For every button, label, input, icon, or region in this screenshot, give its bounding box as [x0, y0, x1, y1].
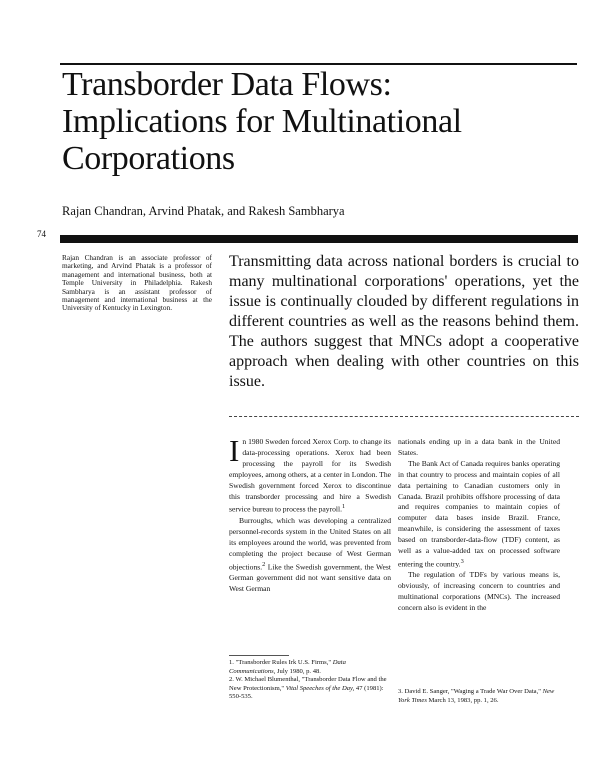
footnote-text: July 1980, p. 48.	[275, 667, 321, 675]
abstract: Transmitting data across national borders is crucial to many multinational corporations' operations, yet the issue is continually clouded by different regulations in different countries as well as the reasons behind them. The authors suggest that MNCs adopt a cooperative approach when dealing with other countries on this issue.	[229, 253, 579, 390]
body-paragraph: The regulation of TDFs by various means is, obviously, of increasing concern to countries and multinational corporations (MNCs). The increased concern also is evident in the	[398, 570, 560, 613]
body-paragraph	[229, 433, 391, 516]
top-rule	[60, 63, 577, 65]
title-line-3: Corporations	[62, 140, 235, 177]
body-column-1	[229, 433, 391, 595]
body-paragraph	[229, 516, 391, 595]
author-bio: Rajan Chandran is an associate professor of marketing, and Arvind Phatak is a professor of management and international business, both at Temple University in Philadelphia. Rakesh Sambharya is an assistant professor of management and international business at the University of Kentucky in Lexington.	[62, 253, 212, 313]
footnote-ref: 1	[342, 503, 346, 511]
author-byline: Rajan Chandran, Arvind Phatak, and Rakesh Sambharya	[62, 204, 345, 218]
footnote-source: Vital Speeches of the Day,	[285, 684, 355, 692]
footnote-text: March 13, 1983, pp. 1, 26.	[426, 696, 499, 704]
section-divider	[229, 416, 579, 417]
footnote-text: 1. "Transborder Rules Irk U.S. Firms,"	[229, 659, 333, 666]
footnote-source: Data Communications,	[229, 659, 346, 675]
footnote-ref: 2	[262, 560, 266, 568]
body-column-2	[398, 437, 560, 614]
heavy-rule	[60, 235, 578, 243]
paragraph-text: Like the Swedish government, the West German government did not want sensitive data on West German	[229, 562, 391, 593]
paragraph-text: The Bank Act of Canada requires banks operating in that country to process and maintain copies of all data pertaining to Canadian customers only in Canada. Brazil prohibits offshore processing of data and requires companies to maintain copies of computer data bases inside Brazil. France, meanwhile, is considering the assessment of taxes based on transborder-data-flow (TDF) content, as well as a value-added tax on processed software entering the country.	[398, 458, 560, 569]
body-paragraph: nationals ending up in a data bank in the United States.	[398, 437, 560, 457]
page-number: 74	[37, 229, 46, 239]
paragraph-text: Burroughs, which was developing a centralized personnel-records system in the United States on all its employees around the world, was prevented from completing the project because of West German objections.	[229, 515, 391, 572]
footnote-text: 47 (1981): 550-535.	[229, 684, 384, 701]
footnote-rule	[229, 655, 289, 656]
footnote-source: New York Times	[398, 688, 555, 704]
body-paragraph	[398, 459, 560, 571]
title-line-2: Implications for Multinational	[62, 103, 462, 140]
article-title	[62, 66, 582, 177]
footnote	[229, 659, 389, 676]
footnote-text: 2. W. Michael Blumenthal, "Transborder Data Flow and the New Protectionism,"	[229, 676, 387, 692]
footnote	[398, 688, 558, 705]
title-line-1: Transborder Data Flows:	[62, 66, 392, 103]
paragraph-text: n 1980 Sweden forced Xerox Corp. to change its data-processing operations. Xerox had been processing the payroll for its Swedish employees, among others, at a center in London. The Swedish government forced Xerox to discontinue this transborder processing and hire a Swedish service bureau to process the payroll.	[229, 437, 391, 514]
footnotes-column-1	[229, 659, 389, 702]
drop-cap: I	[229, 433, 240, 468]
footnote-text: 3. David E. Sanger, "Waging a Trade War Over Data,"	[398, 688, 543, 695]
footnotes-column-2	[398, 688, 558, 705]
footnote	[229, 676, 389, 702]
footnote-ref: 3	[460, 557, 464, 565]
